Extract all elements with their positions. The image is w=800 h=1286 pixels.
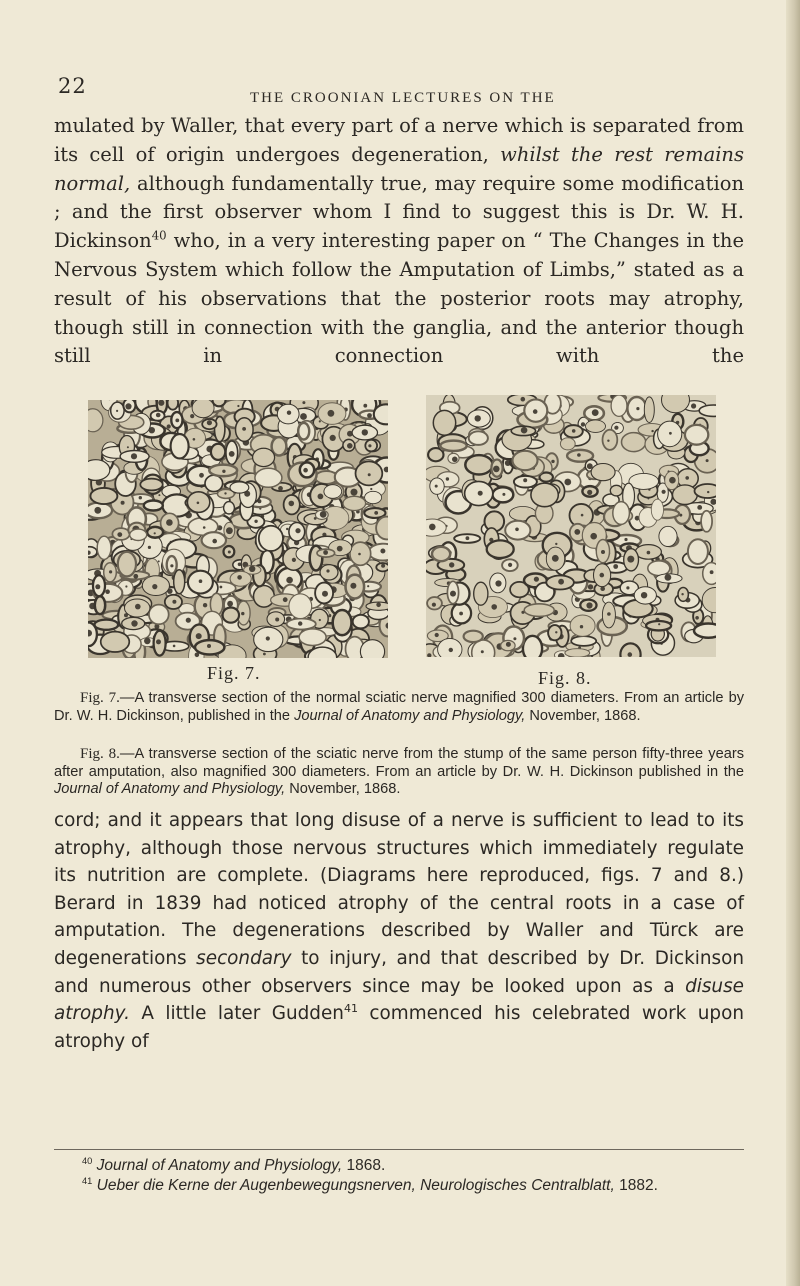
italic-span: whilst the rest remains normal, (54, 142, 744, 195)
italic-span: secondary (196, 947, 292, 969)
running-head: THE CROONIAN LECTURES ON THE (250, 90, 556, 106)
text-span: to injury, and that described by Dr. Dickinson and numerous other observers since may be looked upon as a (54, 947, 744, 997)
footnote-ref-41: 41 (343, 1002, 358, 1016)
nerve-section-atrophied (426, 395, 716, 657)
footnote-40 (54, 1156, 744, 1176)
footnote-italic: Ueber die Kerne der Augenbewegungsnerven, Neurologisches Centralblatt, (96, 1177, 615, 1194)
caption-italic: Journal of Anatomy and Physiology, (54, 781, 286, 797)
footnote-number: 41 (82, 1175, 93, 1186)
caption-italic: Journal of Anatomy and Physiology, (294, 707, 526, 724)
footnote-ref-40: 40 (151, 228, 167, 243)
footnote-number: 40 (82, 1155, 93, 1166)
footnote-text: 1882. (619, 1177, 658, 1194)
nerve-section-normal (88, 400, 388, 658)
text-span: commenced his celebrated work upon atrophy of (54, 1003, 744, 1052)
paragraph-bottom (54, 807, 744, 1055)
caption-text: November, 1868. (289, 781, 401, 797)
page-edge (786, 0, 800, 1286)
text-span: mulated by Waller, that every part of a nerve which is separated from its cell of origin undergoes degeneration, (54, 114, 744, 166)
page-number: 22 (58, 74, 87, 98)
italic-span: disuse atrophy. (54, 975, 744, 1025)
footnote-italic: Journal of Anatomy and Physiology, (96, 1157, 343, 1174)
paragraph-top (54, 112, 744, 371)
footnote-text: 1868. (346, 1157, 386, 1174)
figure-8-caption (54, 746, 744, 799)
caption-lead: Fig. 8. (80, 746, 120, 762)
caption-text: November, 1868. (529, 707, 641, 724)
text-span: who, in a very interesting paper on “ The Changes in the Nervous System which follow the Amputation of Limbs,” stated as a result of his observations that the posterior roots may atrophy, though still in connection with the ganglia, and the anterior though still in connection with the (54, 229, 745, 368)
figure-8-image (426, 395, 716, 657)
text-span: although fundamentally true, may require some modification ; and the first observer whom I find to suggest this is Dr. W. H. Dickinson (54, 171, 744, 253)
footnote-divider (54, 1149, 744, 1150)
figure-7-caption (54, 690, 744, 725)
figure-7-image (88, 400, 388, 658)
figure-8-label: Fig. 8. (538, 668, 592, 688)
text-span: A little later Gudden (141, 1003, 344, 1025)
text-span: cord; and it appears that long disuse of a nerve is sufficient to lead to its atrophy, although those nervous structures which immediately regulate its nutrition are complete. (Diagrams here reproduced, figs. 7 and 8.) Berard in 1839 had noticed atrophy of the central roots in a case of amputation. The degenerations described by Waller and Türck are degenerations (54, 810, 744, 969)
caption-lead: Fig. 7. (80, 690, 120, 706)
footnote-41 (54, 1176, 744, 1196)
caption-text: —A transverse section of the sciatic nerve from the stump of the same person fifty-three years after amputation, also magnified 300 diameters. From an article by Dr. W. H. Dickinson published in the (54, 746, 744, 780)
caption-text: —A transverse section of the normal sciatic nerve magnified 300 diameters. From an article by Dr. W. H. Dickinson, published in the (54, 690, 745, 724)
figure-7-label: Fig. 7. (207, 663, 261, 683)
